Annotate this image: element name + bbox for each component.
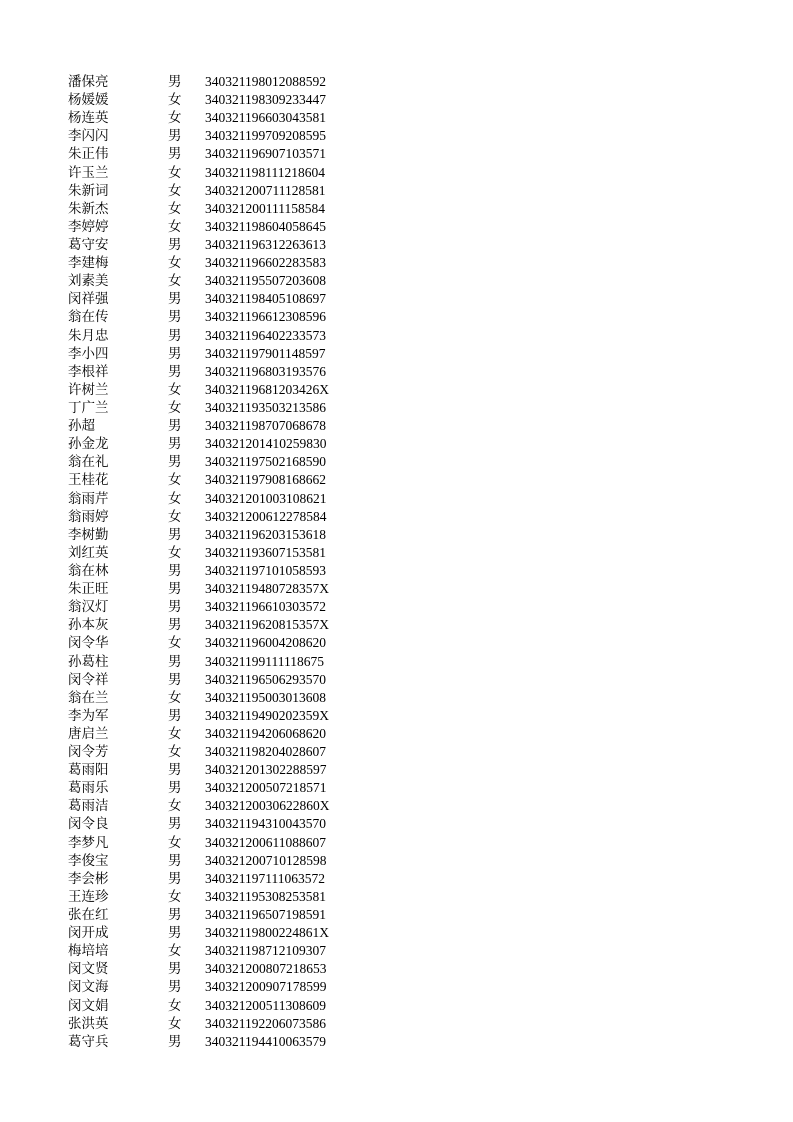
name-cell: 孙金龙 — [68, 436, 109, 453]
id-number-cell: 340321196907103571 — [205, 146, 326, 162]
table-row — [0, 870, 793, 888]
row-cells — [0, 797, 793, 815]
gender-cell: 女 — [168, 273, 182, 290]
name-cell: 许树兰 — [68, 381, 109, 398]
row-cells — [0, 182, 793, 200]
gender-cell: 女 — [168, 744, 182, 761]
gender-cell: 女 — [168, 997, 182, 1014]
row-cells — [0, 417, 793, 435]
row-cells — [0, 272, 793, 290]
gender-cell: 男 — [168, 128, 182, 145]
table-row — [0, 435, 793, 453]
id-number-cell: 34032119490202359X — [205, 707, 329, 723]
table-row — [0, 453, 793, 471]
row-cells — [0, 689, 793, 707]
table-row — [0, 725, 793, 743]
row-cells — [0, 345, 793, 363]
gender-cell: 女 — [168, 490, 182, 507]
gender-cell: 女 — [168, 1015, 182, 1032]
table-row — [0, 471, 793, 489]
id-number-cell: 340321198111218604 — [205, 164, 325, 180]
gender-cell: 女 — [168, 798, 182, 815]
gender-cell: 男 — [168, 852, 182, 869]
table-row — [0, 924, 793, 942]
name-cell: 刘红英 — [68, 544, 109, 561]
row-cells — [0, 435, 793, 453]
id-number-cell: 340321196507198591 — [205, 907, 326, 923]
name-cell: 李梦凡 — [68, 834, 109, 851]
name-cell: 葛守安 — [68, 236, 109, 253]
gender-cell: 女 — [168, 110, 182, 127]
row-cells — [0, 834, 793, 852]
table-row — [0, 888, 793, 906]
gender-cell: 男 — [168, 581, 182, 598]
gender-cell: 男 — [168, 870, 182, 887]
id-number-cell: 340321198712109307 — [205, 943, 326, 959]
name-cell: 朱正旺 — [68, 581, 109, 598]
gender-cell: 女 — [168, 544, 182, 561]
gender-cell: 男 — [168, 526, 182, 543]
row-cells — [0, 109, 793, 127]
row-cells — [0, 290, 793, 308]
row-cells — [0, 490, 793, 508]
name-cell: 闵开成 — [68, 925, 109, 942]
row-cells — [0, 453, 793, 471]
id-number-cell: 340321195308253581 — [205, 888, 326, 904]
id-number-cell: 340321193607153581 — [205, 544, 326, 560]
table-row — [0, 381, 793, 399]
table-row — [0, 743, 793, 761]
row-cells — [0, 870, 793, 888]
id-number-cell: 34032119681203426X — [205, 381, 329, 397]
row-cells — [0, 761, 793, 779]
row-cells — [0, 399, 793, 417]
id-number-cell: 340321197502168590 — [205, 454, 326, 470]
id-number-cell: 340321200807218653 — [205, 961, 327, 977]
gender-cell: 女 — [168, 472, 182, 489]
row-cells — [0, 779, 793, 797]
gender-cell: 女 — [168, 943, 182, 960]
gender-cell: 男 — [168, 454, 182, 471]
table-row — [0, 127, 793, 145]
table-row — [0, 598, 793, 616]
table-row — [0, 707, 793, 725]
name-cell: 王桂花 — [68, 472, 109, 489]
row-cells — [0, 526, 793, 544]
name-cell: 张在红 — [68, 907, 109, 924]
name-cell: 朱正伟 — [68, 146, 109, 163]
name-cell: 翁在礼 — [68, 454, 109, 471]
row-cells — [0, 960, 793, 978]
gender-cell: 男 — [168, 327, 182, 344]
table-row — [0, 91, 793, 109]
id-number-cell: 340321200611088607 — [205, 834, 326, 850]
gender-cell: 女 — [168, 888, 182, 905]
row-cells — [0, 127, 793, 145]
name-cell: 翁雨芹 — [68, 490, 109, 507]
table-row — [0, 254, 793, 272]
row-cells — [0, 508, 793, 526]
name-cell: 翁汉灯 — [68, 599, 109, 616]
id-number-cell: 340321197908168662 — [205, 472, 326, 488]
table-row — [0, 145, 793, 163]
name-cell: 闵令芳 — [68, 744, 109, 761]
id-number-cell: 340321194206068620 — [205, 725, 326, 741]
gender-cell: 女 — [168, 218, 182, 235]
table-row — [0, 834, 793, 852]
table-row — [0, 290, 793, 308]
name-cell: 闵文贤 — [68, 961, 109, 978]
name-cell: 闵令良 — [68, 816, 109, 833]
gender-cell: 女 — [168, 182, 182, 199]
name-cell: 李建梅 — [68, 255, 109, 272]
id-number-cell: 340321192206073586 — [205, 1015, 326, 1031]
row-cells — [0, 381, 793, 399]
gender-cell: 女 — [168, 164, 182, 181]
gender-cell: 女 — [168, 508, 182, 525]
row-cells — [0, 145, 793, 163]
name-cell: 张洪英 — [68, 1015, 109, 1032]
row-cells — [0, 218, 793, 236]
gender-cell: 男 — [168, 1033, 182, 1050]
gender-cell: 男 — [168, 617, 182, 634]
gender-cell: 女 — [168, 635, 182, 652]
table-row — [0, 200, 793, 218]
name-cell: 翁雨婷 — [68, 508, 109, 525]
name-cell: 孙葛柱 — [68, 653, 109, 670]
table-row — [0, 761, 793, 779]
id-number-cell: 340321200507218571 — [205, 780, 327, 796]
name-cell: 翁在兰 — [68, 689, 109, 706]
id-number-cell: 340321198604058645 — [205, 218, 326, 234]
row-cells — [0, 562, 793, 580]
table-row — [0, 689, 793, 707]
row-cells — [0, 815, 793, 833]
id-number-cell: 340321198309233447 — [205, 92, 326, 108]
table-row — [0, 562, 793, 580]
name-cell: 潘保亮 — [68, 74, 109, 90]
table-row — [0, 942, 793, 960]
gender-cell: 男 — [168, 436, 182, 453]
gender-cell: 女 — [168, 255, 182, 272]
gender-cell: 女 — [168, 92, 182, 109]
table-row — [0, 508, 793, 526]
row-cells — [0, 616, 793, 634]
row-cells — [0, 544, 793, 562]
id-number-cell: 340321196203153618 — [205, 526, 326, 542]
name-cell: 唐启兰 — [68, 725, 109, 742]
gender-cell: 男 — [168, 961, 182, 978]
id-number-cell: 34032119800224861X — [205, 925, 329, 941]
id-number-cell: 340321196004208620 — [205, 635, 326, 651]
name-cell: 李婷婷 — [68, 218, 109, 235]
name-cell: 杨媛媛 — [68, 92, 109, 109]
gender-cell: 男 — [168, 599, 182, 616]
name-cell: 李小四 — [68, 345, 109, 362]
name-cell: 刘素美 — [68, 273, 109, 290]
id-number-cell: 340321200612278584 — [205, 508, 327, 524]
id-number-cell: 340321196402233573 — [205, 327, 326, 343]
name-cell: 孙本灰 — [68, 617, 109, 634]
gender-cell: 男 — [168, 907, 182, 924]
table-row — [0, 327, 793, 345]
id-number-cell: 340321200511308609 — [205, 997, 326, 1013]
table-row — [0, 653, 793, 671]
table-row — [0, 906, 793, 924]
name-cell: 李闪闪 — [68, 128, 109, 145]
id-number-cell: 34032119620815357X — [205, 617, 329, 633]
gender-cell: 女 — [168, 689, 182, 706]
id-number-cell: 340321200111158584 — [205, 200, 325, 216]
gender-cell: 男 — [168, 780, 182, 797]
table-row — [0, 182, 793, 200]
id-number-cell: 340321201003108621 — [205, 490, 327, 506]
table-row — [0, 345, 793, 363]
id-number-cell: 340321198012088592 — [205, 74, 326, 89]
row-cells — [0, 363, 793, 381]
name-cell: 许玉兰 — [68, 164, 109, 181]
id-number-cell: 340321197111063572 — [205, 870, 325, 886]
name-cell: 王连珍 — [68, 888, 109, 905]
name-cell: 梅培培 — [68, 943, 109, 960]
name-cell: 丁广兰 — [68, 399, 109, 416]
gender-cell: 男 — [168, 74, 182, 90]
id-number-cell: 340321193503213586 — [205, 399, 326, 415]
id-number-cell: 340321198707068678 — [205, 418, 326, 434]
id-number-cell: 340321199709208595 — [205, 128, 326, 144]
table-row — [0, 544, 793, 562]
id-number-cell: 340321201302288597 — [205, 762, 327, 778]
gender-cell: 女 — [168, 725, 182, 742]
gender-cell: 女 — [168, 381, 182, 398]
name-cell: 朱新词 — [68, 182, 109, 199]
row-cells — [0, 924, 793, 942]
id-number-cell: 340321201410259830 — [205, 436, 327, 452]
gender-cell: 男 — [168, 979, 182, 996]
row-cells — [0, 653, 793, 671]
id-number-cell: 340321200710128598 — [205, 852, 327, 868]
name-cell: 李为军 — [68, 707, 109, 724]
table-row — [0, 852, 793, 870]
table-row — [0, 164, 793, 182]
row-cells — [0, 1033, 793, 1051]
gender-cell: 男 — [168, 653, 182, 670]
table-row — [0, 634, 793, 652]
gender-cell: 男 — [168, 762, 182, 779]
gender-cell: 男 — [168, 562, 182, 579]
table-row — [0, 490, 793, 508]
id-number-cell: 340321197901148597 — [205, 345, 326, 361]
name-cell: 翁在传 — [68, 309, 109, 326]
name-cell: 李树勤 — [68, 526, 109, 543]
id-number-cell: 340321196506293570 — [205, 671, 326, 687]
gender-cell: 男 — [168, 418, 182, 435]
row-cells — [0, 471, 793, 489]
table-row — [0, 218, 793, 236]
name-cell: 闵祥强 — [68, 291, 109, 308]
id-number-cell: 340321199111118675 — [205, 653, 324, 669]
row-cells — [0, 254, 793, 272]
table-row — [0, 526, 793, 544]
name-cell: 孙超 — [68, 418, 95, 435]
table-row — [0, 978, 793, 996]
name-cell: 葛雨乐 — [68, 780, 109, 797]
gender-cell: 女 — [168, 399, 182, 416]
row-cells — [0, 327, 793, 345]
table-row — [0, 671, 793, 689]
name-cell: 朱新杰 — [68, 200, 109, 217]
row-cells — [0, 671, 793, 689]
row-cells — [0, 942, 793, 960]
row-cells — [0, 598, 793, 616]
gender-cell: 男 — [168, 816, 182, 833]
row-cells — [0, 707, 793, 725]
gender-cell: 男 — [168, 146, 182, 163]
table-row — [0, 997, 793, 1015]
id-number-cell: 340321200907178599 — [205, 979, 327, 995]
table-row — [0, 236, 793, 254]
name-cell: 朱月忠 — [68, 327, 109, 344]
name-cell: 闵令华 — [68, 635, 109, 652]
name-cell: 李根祥 — [68, 363, 109, 380]
gender-cell: 男 — [168, 671, 182, 688]
gender-cell: 男 — [168, 236, 182, 253]
table-row — [0, 109, 793, 127]
row-cells — [0, 236, 793, 254]
table-row — [0, 815, 793, 833]
gender-cell: 男 — [168, 363, 182, 380]
row-cells — [0, 978, 793, 996]
name-cell: 翁在林 — [68, 562, 109, 579]
table-row — [0, 399, 793, 417]
gender-cell: 男 — [168, 345, 182, 362]
row-cells — [0, 634, 793, 652]
id-number-cell: 340321198405108697 — [205, 291, 326, 307]
table-row — [0, 417, 793, 435]
id-number-cell: 340321200711128581 — [205, 182, 326, 198]
id-number-cell: 340321194410063579 — [205, 1033, 326, 1049]
id-number-cell: 340321197101058593 — [205, 562, 326, 578]
row-cells — [0, 852, 793, 870]
name-cell: 闵文娟 — [68, 997, 109, 1014]
id-number-cell: 340321196602283583 — [205, 255, 326, 271]
name-cell: 杨连英 — [68, 110, 109, 127]
id-number-cell: 340321196803193576 — [205, 363, 326, 379]
gender-cell: 男 — [168, 925, 182, 942]
id-number-cell: 340321194310043570 — [205, 816, 326, 832]
table-row — [0, 308, 793, 326]
row-cells — [0, 725, 793, 743]
id-number-cell: 340321195507203608 — [205, 273, 326, 289]
table-row — [0, 797, 793, 815]
table-row — [0, 616, 793, 634]
table-row — [0, 272, 793, 290]
id-number-cell: 340321196312263613 — [205, 236, 326, 252]
row-cells — [0, 888, 793, 906]
gender-cell: 女 — [168, 200, 182, 217]
name-cell: 李会彬 — [68, 870, 109, 887]
spreadsheet-page — [0, 73, 793, 1051]
table-row — [0, 1033, 793, 1051]
row-cells — [0, 743, 793, 761]
id-number-cell: 340321195003013608 — [205, 689, 326, 705]
name-cell: 葛雨洁 — [68, 798, 109, 815]
row-cells — [0, 997, 793, 1015]
id-number-cell: 340321196612308596 — [205, 309, 326, 325]
row-cells — [0, 1015, 793, 1033]
id-number-cell: 340321198204028607 — [205, 744, 326, 760]
table-row — [0, 580, 793, 598]
table-row — [0, 1015, 793, 1033]
gender-cell: 男 — [168, 309, 182, 326]
row-cells — [0, 580, 793, 598]
name-cell: 葛雨阳 — [68, 762, 109, 779]
id-number-cell: 34032119480728357X — [205, 581, 329, 597]
gender-cell: 男 — [168, 291, 182, 308]
table-row — [0, 363, 793, 381]
name-cell: 闵文海 — [68, 979, 109, 996]
table-row — [0, 960, 793, 978]
row-cells — [0, 200, 793, 218]
name-cell: 葛守兵 — [68, 1033, 109, 1050]
row-cells — [0, 906, 793, 924]
gender-cell: 男 — [168, 707, 182, 724]
row-cells — [0, 308, 793, 326]
id-number-cell: 34032120030622860X — [205, 798, 330, 814]
name-cell: 李俊宝 — [68, 852, 109, 869]
row-cells — [0, 91, 793, 109]
row-cells — [0, 164, 793, 182]
name-cell: 闵令祥 — [68, 671, 109, 688]
id-number-cell: 340321196603043581 — [205, 110, 326, 126]
row-cells — [0, 73, 793, 91]
table-row — [0, 779, 793, 797]
table-row — [0, 73, 793, 91]
gender-cell: 女 — [168, 834, 182, 851]
id-number-cell: 340321196610303572 — [205, 599, 326, 615]
